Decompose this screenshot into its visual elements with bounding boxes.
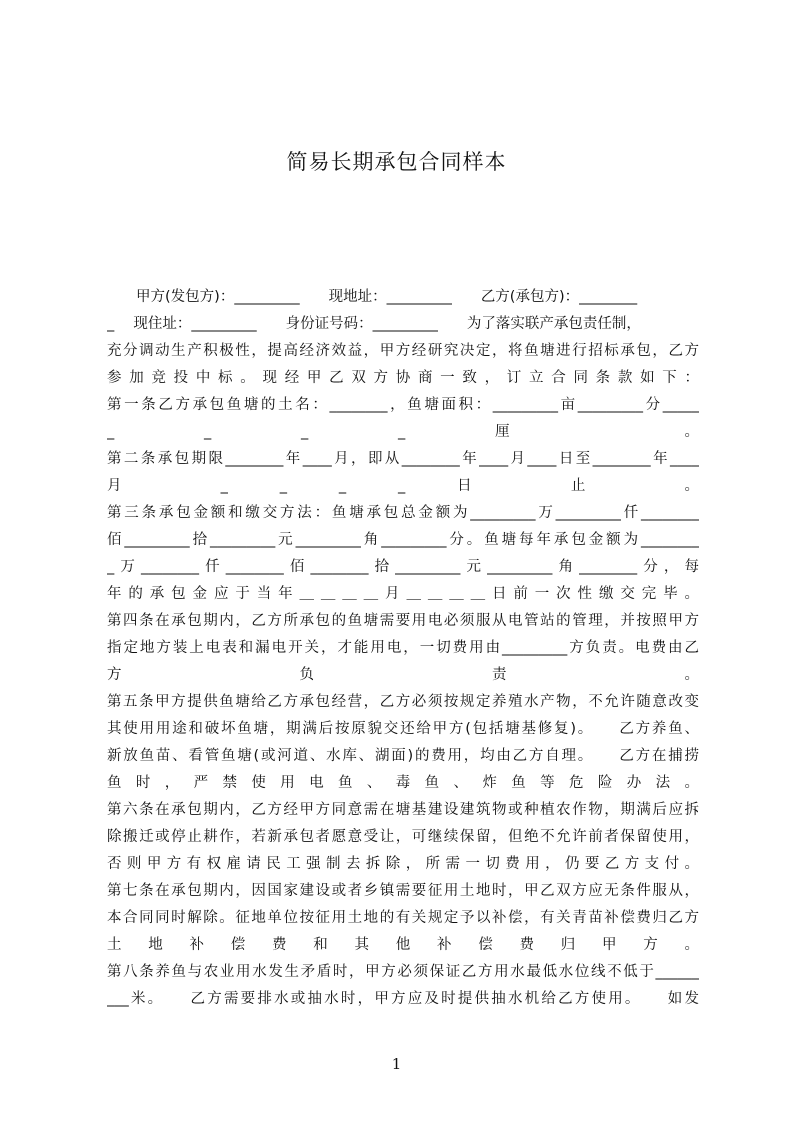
text-line: 充分调动生产积极性，提高经济效益，甲方经研究决定，将鱼塘进行招标承包，乙方 xyxy=(107,343,699,359)
text-line: _万________仟________佰________拾_________元_________角________分，每 xyxy=(107,559,699,575)
text-line: 年的承包金应于当年＿＿＿＿月＿＿＿＿日前一次性缴交完毕。 xyxy=(107,586,699,602)
text-line: _ 现住址：_________ 身份证号码：_________ 为了落实联产承包责任制， xyxy=(107,316,641,332)
text-line: 第五条甲方提供鱼塘给乙方承包经营，乙方必须按规定养殖水产物，不允许随意改变 xyxy=(107,694,699,710)
text-line: 甲方(发包方)：_________ 现地址：_________ 乙方(承包方)：________ xyxy=(107,289,638,305)
text-line: 新放鱼苗、看管鱼塘(或河道、水库、湖面)的费用，均由乙方自理。 乙方在捕捞 xyxy=(107,748,699,764)
text-line: 第六条在承包期内，乙方经甲方同意需在塘基建设建筑物或种植农作物，期满后应拆 xyxy=(107,802,699,818)
text-line: 参加竞投中标。现经甲乙双方协商一致，订立合同条款如下： xyxy=(107,370,699,386)
text-line: 否则甲方有权雇请民工强制去拆除，所需一切费用，仍要乙方支付。 xyxy=(107,856,699,872)
text-line: 佰_________拾_________元_________角_________分。鱼塘每年承包金额为________ xyxy=(107,532,699,548)
text-line: 第七条在承包期内，因国家建设或者乡镇需要征用土地时，甲乙双方应无条件服从， xyxy=(107,883,699,899)
text-line: 除搬迁或停止耕作，若新承包者愿意受让，可继续保留，但绝不允许前者保留使用， xyxy=(107,829,699,845)
page-number: 1 xyxy=(391,1055,402,1073)
text-line: 鱼时，严禁使用电鱼、毒鱼、炸鱼等危险办法。 xyxy=(107,775,699,791)
text-line: 第一条乙方承包鱼塘的土名：________，鱼塘面积：_________亩_________分_____ xyxy=(107,397,699,413)
text-line: ___米。 乙方需要排水或抽水时，甲方应及时提供抽水机给乙方使用。 如发 xyxy=(107,991,699,1007)
text-line: 第八条养鱼与农业用水发生矛盾时，甲方必须保证乙方用水最低水位线不低于______ xyxy=(107,964,699,980)
text-line: 本合同同时解除。征地单位按征用土地的有关规定予以补偿，有关青苗补偿费归乙方 xyxy=(107,910,699,926)
text-line: _ _ _ _ 厘 。 xyxy=(107,424,699,440)
text-line: 方 负 责 。 xyxy=(107,667,699,683)
document-title: 简易长期承包合同样本 xyxy=(286,150,507,174)
text-line: 月 _ _ _ _ 日 止 。 xyxy=(107,478,699,494)
text-line: 第四条在承包期内，乙方所承包的鱼塘需要用电必须服从电管站的管理，并按照甲方 xyxy=(107,613,699,629)
text-line: 其使用用途和破坏鱼塘，期满后按原貌交还给甲方(包括塘基修复)。 乙方养鱼、 xyxy=(107,721,699,737)
contract-body xyxy=(107,284,699,1013)
text-line: 指定地方装上电表和漏电开关，才能用电，一切费用由_________方负责。电费由乙 xyxy=(107,640,699,656)
text-line: 第二条承包期限________年____月，即从________年____月____日至________年____ xyxy=(107,451,699,467)
text-line: 第三条承包金额和缴交方法：鱼塘承包总金额为_________万_________仟________ xyxy=(107,505,699,521)
text-line: 土 地 补 偿 费 和 其 他 补 偿 费 归 甲 方 。 xyxy=(107,937,699,953)
